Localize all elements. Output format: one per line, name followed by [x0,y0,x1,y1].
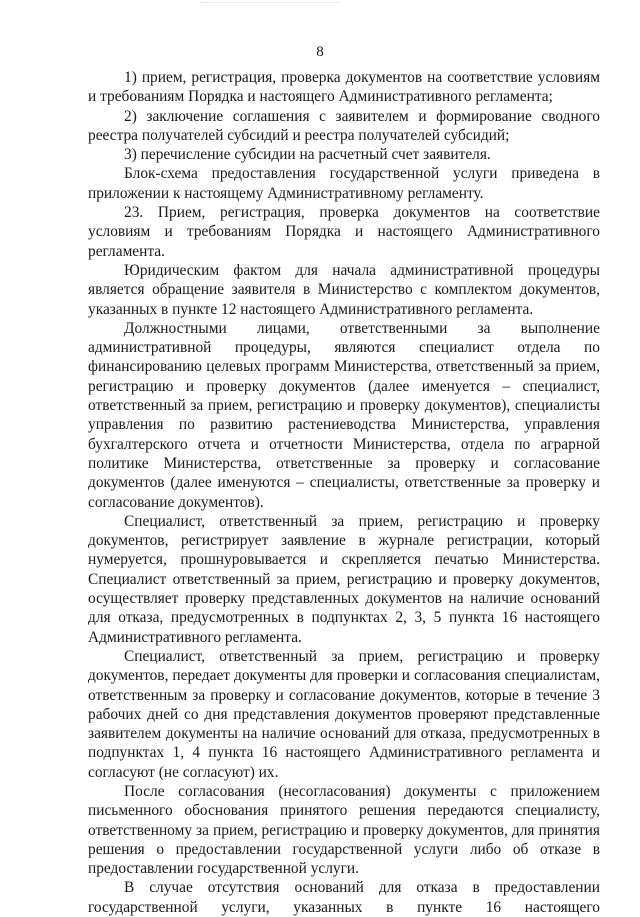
paragraph-stage-3: 3) перечисление субсидии на расчетный счет заявителя. [124,146,491,164]
scan-artifact [200,2,340,7]
page-number: 8 [316,44,324,60]
paragraph-registration: Специалист, ответственный за прием, регистрацию и проверку документов, регистрирует заявление в журнале регистрации, который нумеруется, прошнуровывается и скрепляется печатью Министерства. Специалист ответственный за прием, регистрацию и проверку документов, осуществляет проверку представленных документов на наличие оснований для отказа, предусмотренных в подпунктах 2, 3, 5 пункта 16 настоящего Административного регламента. [88,512,600,646]
document-body [88,68,600,917]
paragraph-no-grounds: В случае отсутствия оснований для отказа в предоставлении государственной услуги, указанных в пункте 16 настоящего [88,879,600,916]
paragraph-stage-1: 1) прием, регистрация, проверка документов на соответствие условиям и требованиям Порядка и настоящего Административного регламента; [88,69,600,106]
paragraph-flowchart-note: Блок-схема предоставления государственной услуги приведена в приложении к настоящему Административному регламенту. [88,165,600,202]
paragraph-responsible-officials: Должностными лицами, ответственными за выполнение административной процедуры, являются специалист отдела по финансированию целевых программ Министерства, ответственный за прием, регистрацию и проверку документов (далее именуется – специалист, ответственный за прием, регистрацию и проверку документов), специалисты управления по развитию растениеводства Министерства, управления бухгалтерского отчета и отчетности Министерства, отдела по аграрной политике Министерства, ответственные за проверку и согласование документов (далее именуются – специалисты, ответственные за проверку и согласование документов). [88,319,600,511]
paragraph-transfer-for-approval: Специалист, ответственный за прием, регистрацию и проверку документов, передает документы для проверки и согласования специалистам, ответственным за проверку и согласование документов, которые в течение 3 рабочих дней со дня представления документов проверяют представленные заявителем документы на наличие оснований для отказа, предусмотренных в подпунктах 1, 4 пункта 16 настоящего Административного регламента и согласуют (не согласуют) их. [88,647,600,781]
paragraph-after-approval: После согласования (несогласования) документы с приложением письменного обоснования принятого решения передаются специалисту, ответственному за прием, регистрацию и проверку документов, для принятия решения о предоставлении государственной услуги либо об отказе в предоставлении государственной услуги. [88,782,600,878]
paragraph-legal-fact: Юридическим фактом для начала административной процедуры является обращение заявителя в Министерство с комплектом документов, указанных в пункте 12 настоящего Административного регламента. [88,261,600,318]
paragraph-section-23: 23. Прием, регистрация, проверка документов на соответствие условиям и требованиям Порядка и настоящего Административного регламента. [88,204,600,260]
paragraph-stage-2: 2) заключение соглашения с заявителем и формирование сводного реестра получателей субсидий и реестра получателей субсидий; [88,107,600,144]
